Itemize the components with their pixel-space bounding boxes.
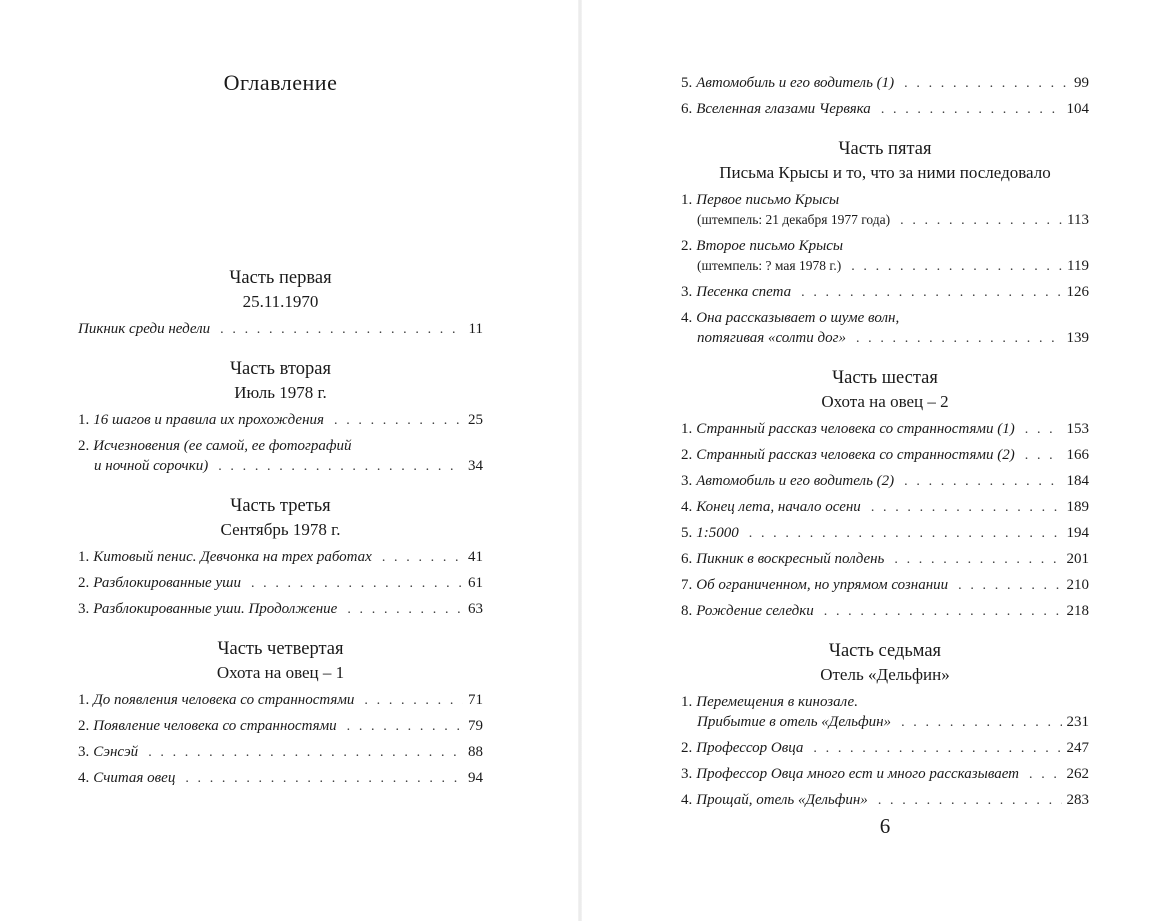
dot-leader [958,576,1061,596]
entry-page-number: 11 [468,320,483,337]
toc-entry[interactable] [681,279,1089,305]
toc-entry-line [681,790,1089,811]
entry-number: 4. [681,791,693,808]
entry-title: Пикник в воскресный полдень [696,550,885,567]
dot-leader [904,472,1061,492]
dot-leader [347,600,463,620]
entry-number: 3. [78,600,90,617]
entry-title: Автомобиль и его водитель (1) [696,74,895,91]
entry-title: Второе письмо Крысы [696,237,844,254]
toc-part [78,265,483,342]
toc-part [681,365,1089,624]
toc-entry-line [78,599,483,620]
part-subtitle: Письма Крысы и то, что за ними последовало [719,163,1051,182]
toc-entry[interactable] [78,687,483,713]
toc-entry-line [78,547,483,568]
entry-title: Она рассказывает о шуме волн, [696,309,900,326]
entry-number: 3. [78,743,90,760]
toc-part [78,493,483,622]
entry-page-number: 41 [468,548,483,565]
entry-title: Прибытие в отель «Дельфин» [697,713,892,730]
dot-leader [382,548,463,568]
dot-leader [881,100,1062,120]
toc-entry-line [681,210,1089,231]
toc-entry-line [681,445,1089,466]
toc-entry[interactable] [78,596,483,622]
entry-number: 1. [681,693,693,710]
entry-page-number: 262 [1066,765,1089,782]
part-subtitle: Сентябрь 1978 г. [220,520,341,539]
entry-number: 5. [681,524,693,541]
part-title: Часть третья [230,496,331,516]
entry-title: Песенка спета [696,283,792,300]
entry-page-number: 283 [1066,791,1089,808]
dot-leader [749,524,1062,544]
entry-page-number: 153 [1066,420,1089,437]
part-title: Часть первая [229,268,332,288]
dot-leader [824,602,1062,622]
toc-entry[interactable] [681,598,1089,624]
entry-number: 2. [78,574,90,591]
part-subtitle: Июль 1978 г. [234,383,327,402]
entry-page-number: 247 [1066,739,1089,756]
entry-page-number: 139 [1066,329,1089,346]
toc-entry-line [681,73,1089,94]
toc-entry[interactable] [681,187,1089,233]
entry-title: Странный рассказ человека со странностями (1) [696,420,1015,437]
toc-entry[interactable] [681,96,1089,122]
toc-entry[interactable] [681,689,1089,735]
entry-title: Пикник среди недели [78,320,211,337]
entry-page-number: 99 [1074,74,1089,91]
toc-entry-line [681,712,1089,733]
toc-entry-line [78,410,483,431]
entry-page-number: 126 [1066,283,1089,300]
entry-postmark: (штемпель: 21 декабря 1977 года) [697,211,891,227]
toc-entry[interactable] [78,433,483,479]
left-page [78,0,483,921]
entry-page-number: 79 [468,717,483,734]
entry-title: Разблокированные уши [93,574,241,591]
entry-page-number: 71 [468,691,483,708]
entry-page-number: 218 [1066,602,1089,619]
toc-entry-line [681,575,1089,596]
toc-entry[interactable] [681,305,1089,351]
dot-leader [904,74,1069,94]
entry-number: 6. [681,550,693,567]
toc-entry[interactable] [681,787,1089,813]
dot-leader [871,498,1062,518]
dot-leader [878,791,1062,811]
toc-entry-line [681,692,1089,712]
toc-title: Оглавление [223,70,338,95]
entry-title: Рождение селедки [696,602,814,619]
toc-entry-line [681,764,1089,785]
entry-title: Перемещения в кинозале. [696,693,858,710]
toc-entry[interactable] [78,570,483,596]
entry-title: Первое письмо Крысы [696,191,840,208]
entry-number: 2. [681,739,693,756]
toc-part [681,638,1089,813]
left-contents [78,265,483,791]
entry-number: 2. [681,446,693,463]
entry-title: Сэнсэй [93,743,139,760]
dot-leader [347,717,463,737]
dot-leader [813,739,1061,759]
part-title: Часть пятая [838,139,932,159]
entry-title: потягивая «солти дог» [697,329,846,346]
entry-page-number: 189 [1066,498,1089,515]
toc-entry[interactable] [681,70,1089,96]
entry-title: и ночной сорочки) [94,457,209,474]
toc-entry-line [681,328,1089,349]
entry-number: 1. [78,548,90,565]
entry-number: 5. [681,74,693,91]
part-subtitle: 25.11.1970 [242,292,319,311]
entry-number: 2. [78,437,90,454]
part-title: Часть четвертая [217,639,344,659]
toc-entry-line [78,690,483,711]
dot-leader [1029,765,1061,785]
toc-entry-line [78,573,483,594]
part-subtitle: Отель «Дельфин» [820,665,950,684]
entry-page-number: 231 [1066,713,1089,730]
right-contents [681,70,1089,813]
entry-title: Профессор Овца [696,739,804,756]
toc-part [78,636,483,791]
dot-leader [334,411,463,431]
dot-leader [220,320,463,340]
entry-page-number: 119 [1067,257,1089,274]
entry-postmark: (штемпель: ? мая 1978 г.) [697,257,842,273]
entry-title: Разблокированные уши. Продолжение [93,600,338,617]
toc-entry[interactable] [78,316,483,342]
entry-page-number: 113 [1067,211,1089,228]
entry-title: Об ограниченном, но упрямом сознании [696,576,949,593]
toc-entry-line [681,419,1089,440]
dot-leader [851,257,1062,277]
toc-entry[interactable] [681,494,1089,520]
dot-leader [364,691,463,711]
entry-number: 7. [681,576,693,593]
toc-entry-line [681,236,1089,256]
toc-entry-line [681,99,1089,120]
entry-number: 1. [78,691,90,708]
toc-entry-line [78,319,483,340]
toc-entry[interactable] [78,407,483,433]
entry-number: 3. [681,283,693,300]
toc-entry[interactable] [681,572,1089,598]
entry-title: Считая овец [93,769,176,786]
toc-entry-line [681,549,1089,570]
entry-number: 2. [681,237,693,254]
dot-leader [148,743,463,763]
entry-number: 3. [681,765,693,782]
entry-title: Странный рассказ человека со странностями (2) [696,446,1015,463]
entry-title: До появления человека со странностями [93,691,355,708]
toc-entry[interactable] [78,765,483,791]
entry-number: 2. [78,717,90,734]
part-title: Часть седьмая [828,641,942,661]
entry-title: Китовый пенис. Девчонка на трех работах [93,548,372,565]
entry-page-number: 210 [1066,576,1089,593]
toc-entry[interactable] [681,468,1089,494]
entry-title: 1:5000 [696,524,739,541]
toc-entry-line [78,436,483,456]
entry-page-number: 61 [468,574,483,591]
dot-leader [894,550,1061,570]
dot-leader [900,211,1062,231]
entry-title: Прощай, отель «Дельфин» [696,791,868,808]
toc-entry[interactable] [681,761,1089,787]
toc-entry-line [78,742,483,763]
toc-entry-line [681,308,1089,328]
entry-number: 1. [78,411,90,428]
dot-leader [801,283,1061,303]
entry-number: 1. [681,191,693,208]
entry-number: 4. [681,498,693,515]
toc-entry-line [681,523,1089,544]
entry-page-number: 94 [468,769,483,786]
entry-number: 3. [681,472,693,489]
dot-leader [856,329,1062,349]
toc-entry[interactable] [681,233,1089,279]
toc-entry[interactable] [681,520,1089,546]
entry-title: Появление человека со странностями [93,717,337,734]
toc-entry[interactable] [78,544,483,570]
dot-leader [1025,420,1062,440]
toc-entry-line [681,190,1089,210]
dot-leader [1025,446,1062,466]
entry-number: 8. [681,602,693,619]
part-title: Часть шестая [832,368,938,388]
toc-entry-line [681,282,1089,303]
entry-page-number: 34 [468,457,483,474]
toc-entry[interactable] [681,735,1089,761]
entry-title: Конец лета, начало осени [696,498,861,515]
entry-title: Автомобиль и его водитель (2) [696,472,895,489]
toc-entry[interactable] [681,546,1089,572]
entry-page-number: 184 [1066,472,1089,489]
toc-part [681,70,1089,122]
toc-entry-line [78,716,483,737]
toc-entry[interactable] [681,442,1089,468]
entry-number: 4. [78,769,90,786]
toc-entry[interactable] [681,416,1089,442]
toc-entry[interactable] [78,713,483,739]
toc-entry-line [681,497,1089,518]
dot-leader [185,769,463,789]
entry-page-number: 201 [1066,550,1089,567]
entry-page-number: 88 [468,743,483,760]
entry-page-number: 166 [1066,446,1089,463]
part-title: Часть вторая [230,359,331,379]
toc-entry-line [681,256,1089,277]
toc-entry-line [681,601,1089,622]
toc-entry-line [681,738,1089,759]
page-number: 6 [879,814,891,838]
part-subtitle: Охота на овец – 1 [216,663,345,682]
entry-page-number: 63 [468,600,483,617]
toc-entry[interactable] [78,739,483,765]
toc-part [78,356,483,479]
toc-entry-line [78,768,483,789]
dot-leader [251,574,463,594]
page-fold [578,0,582,921]
dot-leader [218,457,463,477]
toc-entry-line [78,456,483,477]
entry-number: 4. [681,309,693,326]
toc-part [681,136,1089,351]
entry-number: 1. [681,420,693,437]
part-subtitle: Охота на овец – 2 [821,392,949,411]
entry-page-number: 194 [1066,524,1089,541]
entry-page-number: 25 [468,411,483,428]
entry-title: Вселенная глазами Червяка [696,100,871,117]
right-page [681,0,1089,921]
entry-number: 6. [681,100,693,117]
toc-entry-line [681,471,1089,492]
entry-title: 16 шагов и правила их прохождения [93,411,324,428]
dot-leader [901,713,1061,733]
entry-title: Исчезновения (ее самой, ее фотографий [93,437,352,454]
entry-title: Профессор Овца много ест и много рассказывает [696,765,1020,782]
entry-page-number: 104 [1066,100,1089,117]
